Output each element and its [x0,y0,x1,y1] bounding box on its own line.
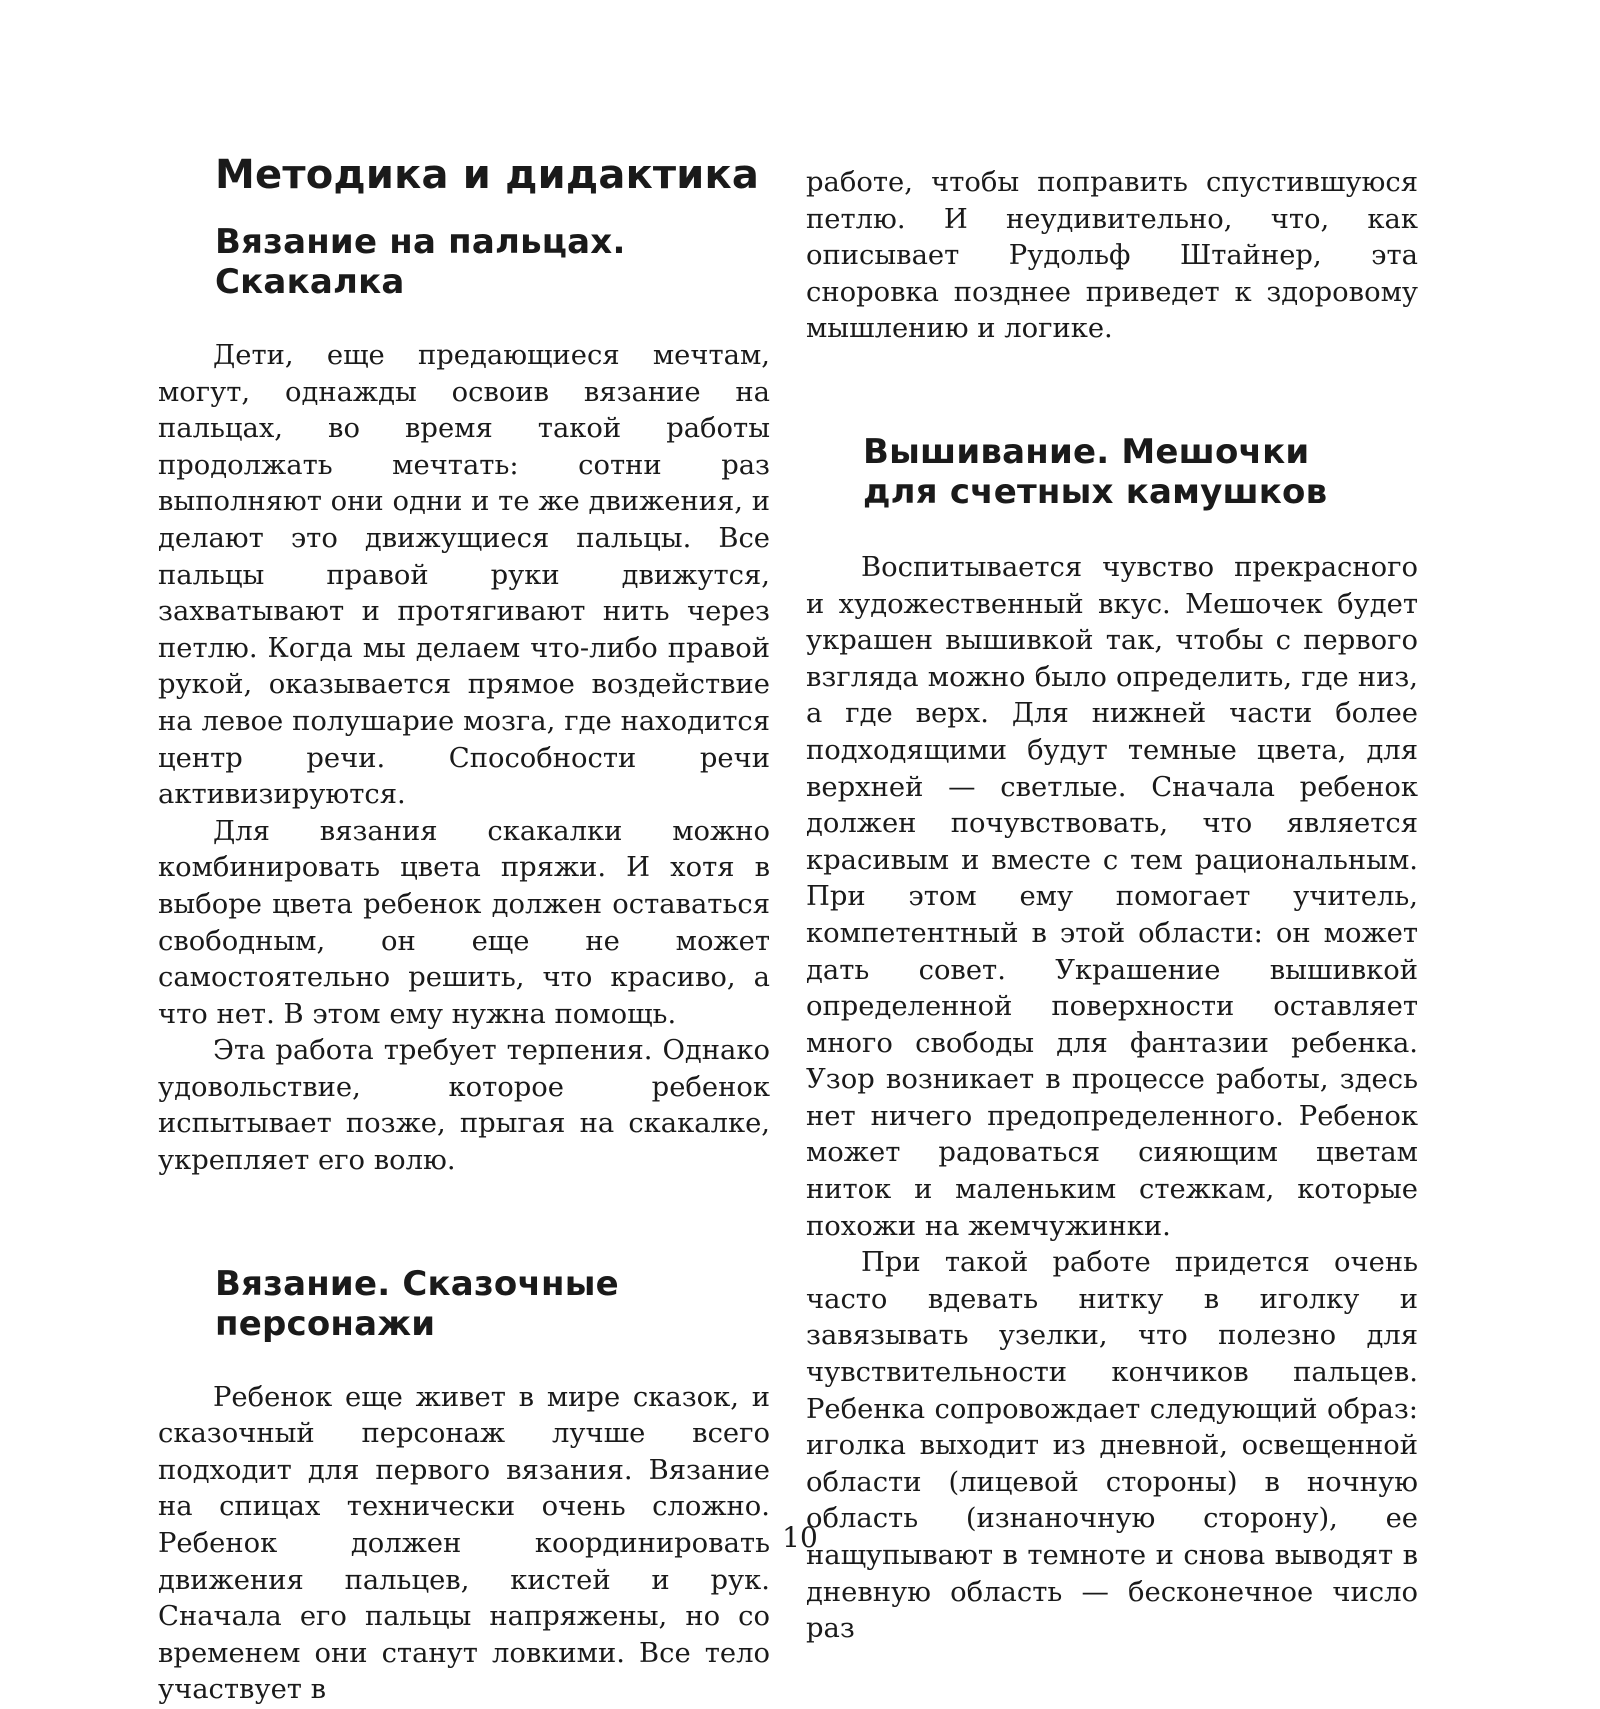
section-title-knitting-characters: Вязание. Сказочные персонажи [215,1263,619,1344]
chapter-title: Методика и дидактика [215,152,760,198]
left-column [158,150,770,1709]
paragraph: Дети, еще предающиеся мечтам, могут, однажды освоив вязание на пальцах, во время такой работы продолжать мечтать: сотни раз выполняют они одни и те же движения, и делают это движущиеся пальцы. Все пальцы правой руки движутся, захватывают и протягивают нить через петлю. Когда мы делаем что-либо правой рукой, оказывается прямое воздействие на левое полушарие мозга, где находится центр речи. Способности речи активизируются. [158,340,770,811]
paragraph: Ребенок еще живет в мире сказок, и сказочный персонаж лучше всего подходит для первого вязания. Вязание на спицах технически очень сложно. Ребенок должен координировать движения пальцев, кистей и рук. Сначала его пальцы напряжены, но со временем они станут ловкими. Все тело участвует в [158,1381,770,1706]
page-number: 10 [782,1521,818,1554]
paragraph: Воспитывается чувство прекрасного и художественный вкус. Мешочек будет украшен вышивкой так, чтобы с первого взгляда можно было определить, где низ, а где верх. Для нижней части более подходящими будут темные цвета, для верхней — светлые. Сначала ребенок должен почувствовать, что является красивым и вместе с тем рациональным. При этом ему помогает учитель, компетентный в этой области: он может дать совет. Украшение вышивкой определенной поверхности оставляет много свободы для фантазии ребенка. Узор возникает в процессе работы, здесь нет ничего предопределенного. Ребенок может радоваться сияющим цветам ниток и маленьким стежкам, которые похожи на жемчужинки. [806,551,1418,1242]
right-column [806,165,1418,1648]
section-title-embroidery: Вышивание. Мешочки для счетных камушков [863,431,1328,512]
continued-paragraph: работе, чтобы поправить спустившуюся петлю. И неудивительно, что, как описывает Рудольф Штайнер, эта сноровка позднее приведет к здоровому мышлению и логике. [806,167,1418,345]
paragraph: Эта работа требует терпения. Однако удовольствие, которое ребенок испытывает позже, прыгая на скакалке, укрепляет его волю. [158,1035,770,1177]
section-title-finger-knitting: Вязание на пальцах. Скакалка [215,222,626,302]
paragraph: Для вязания скакалки можно комбинировать цвета пряжи. И хотя в выборе цвета ребенок должен оставаться свободным, он еще не может самостоятельно решить, что красиво, а что нет. В этом ему нужна помощь. [158,815,770,1030]
paragraph: При такой работе придется очень часто вдевать нитку в иголку и завязывать узелки, что полезно для чувствительности кончиков пальцев. Ребенка сопровождает следующий образ: иголка выходит из дневной, освещенной области (лицевой стороны) в ночную область (изнаночную сторону), ее нащупывают в темноте и снова выводят в дневную область — бесконечное число раз [806,1247,1418,1645]
